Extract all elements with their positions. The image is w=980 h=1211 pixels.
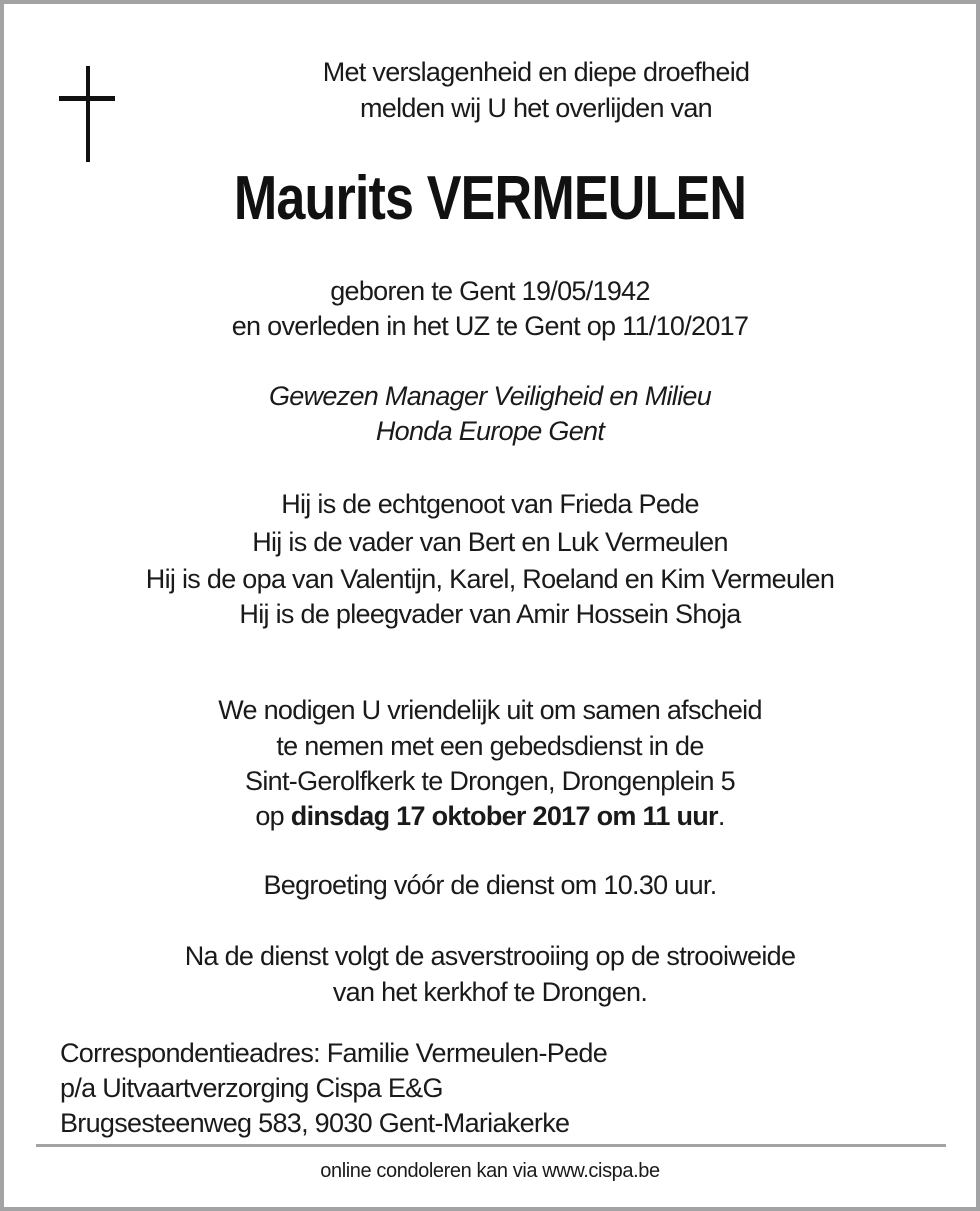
address-line: Correspondentieadres: Familie Vermeulen-Pede <box>60 1038 608 1068</box>
family-line: Hij is de echtgenoot van Frieda Pede <box>281 489 699 519</box>
service-date: dinsdag 17 oktober 2017 om 11 uur <box>290 801 718 831</box>
family-line: Hij is de opa van Valentijn, Karel, Roeland en Kim Vermeulen <box>145 564 835 594</box>
family-line: Hij is de pleegvader van Amir Hossein Shoja <box>239 599 741 629</box>
service-line <box>4 798 976 834</box>
invite-line: te nemen met een gebedsdienst in de <box>276 731 704 761</box>
after-line: van het kerkhof te Drongen. <box>332 977 648 1007</box>
service-prefix: op <box>255 801 291 831</box>
intro-line: Met verslagenheid en diepe droefheid <box>322 57 750 87</box>
footer-condolence: online condoleren kan via www.cispa.be <box>320 1160 660 1182</box>
service-suffix: . <box>717 801 725 831</box>
after-line: Na de dienst volgt de asverstrooiing op de strooiweide <box>184 941 796 971</box>
greeting-line: Begroeting vóór de dienst om 10.30 uur. <box>263 870 717 900</box>
family-line: Hij is de vader van Bert en Luk Vermeulen <box>252 527 728 557</box>
invite-line: We nodigen U vriendelijk uit om samen afscheid <box>218 695 762 725</box>
invite-line: Sint-Gerolfkerk te Drongen, Drongenplein 5 <box>245 766 735 796</box>
death-line: en overleden in het UZ te Gent op 11/10/2017 <box>231 311 749 341</box>
divider <box>36 1144 946 1147</box>
address-line: p/a Uitvaartverzorging Cispa E&G <box>60 1073 443 1103</box>
deceased-name: Maurits VERMEULEN <box>233 164 747 233</box>
career-line: Honda Europe Gent <box>375 416 605 446</box>
intro-line: melden wij U het overlijden van <box>360 93 712 123</box>
birth-line: geboren te Gent 19/05/1942 <box>330 276 650 306</box>
address-line: Brugsesteenweg 583, 9030 Gent-Mariakerke <box>60 1108 570 1138</box>
career-line: Gewezen Manager Veiligheid en Milieu <box>268 381 712 411</box>
